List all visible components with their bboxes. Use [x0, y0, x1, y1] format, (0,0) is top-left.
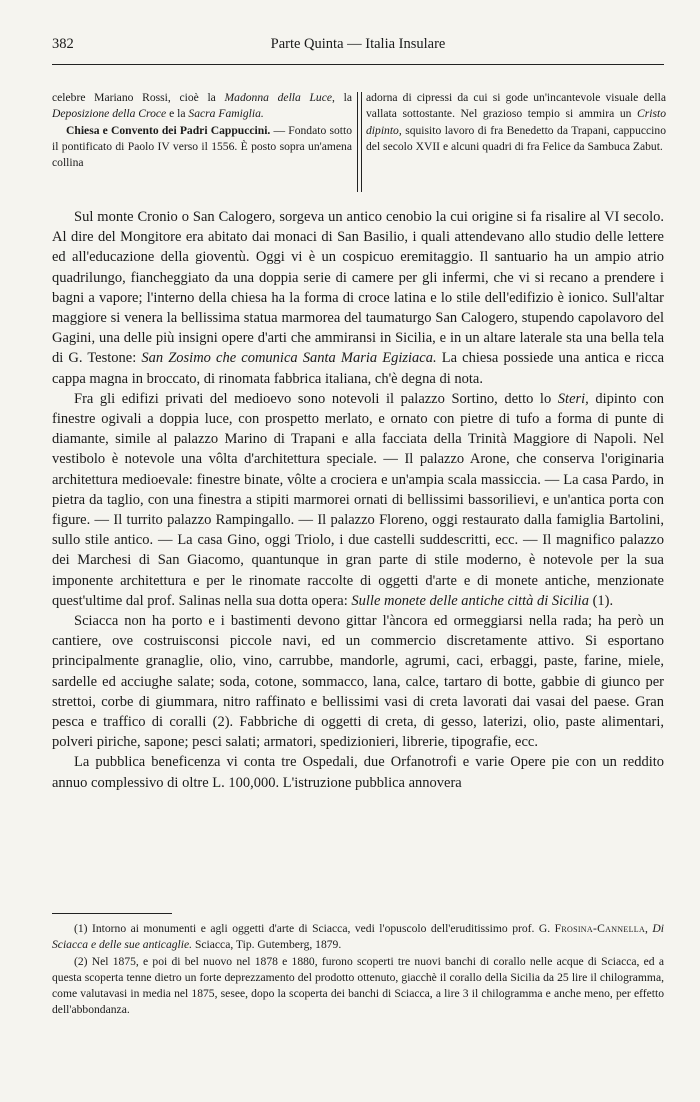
main-text [52, 207, 664, 793]
paragraph-beneficenza: La pubblica beneficenza vi conta tre Ospedali, due Orfanotrofi e varie Opere pie con un reddito annuo complessivo di oltre L. 100,000. L'istruzione pubblica annovera [52, 754, 664, 791]
footnote-1: (1) Intorno ai monumenti e agli oggetti d'arte di Sciacca, vedi l'opuscolo dell'eruditissimo prof. G. Frosina-Cannella, Di Sciacca e delle sue anticaglie. Sciacca, Tip. Gutemberg, 1879. [52, 922, 664, 952]
header-rule [52, 64, 664, 65]
paragraph-commercio: Sciacca non ha porto e i bastimenti devono gittar l'àncora ed ormeggiarsi nella rada; ha però un cantiere, ove costruisconsi piccole navi, ed un commercio discretamente attivo. Si esportano principalmente granaglie, olio, vino, carrubbe, mandorle, agrumi, caci, erbaggi, paste, farine, miele, sardelle ed acciughe salate; soda, cotone, sommacco, lana, calce, tartaro di botte, gabbie di giunco per strettoi, corbe di giummara, nitro raffinato e bellissimi vasi di creta lavorati dai vasai del paese. Gran pesca e traffico di coralli (2). Fabbriche di oggetti di creta, di gesso, laterizi, olio, paste alimentari, polveri piriche, sapone; pesci salati; armatori, spedizionieri, librerie, tipografie, ecc. [52, 613, 664, 751]
footnotes [52, 921, 664, 1019]
running-header [52, 36, 664, 56]
section-heading-cappuccini: Chiesa e Convento dei Padri Cappuccini. [66, 123, 271, 137]
footnote-2: (2) Nel 1875, e poi di bel nuovo nel 1878 e 1880, furono scoperti tre nuovi banchi di corallo nelle acque di Sciacca, ed a questa scoperta tenne dietro un forte deprezzamento del prodotto ottenuto, giacchè il corallo della Sicilia da 25 lire il chilogramma, come valutavasi in media nel 1875, sesee, dopo la scoperta dei banchi di Sciacca, a lire 3 il chilogramma e anche meno, per effetto dell'abbondanza. [52, 954, 664, 1017]
footnote-rule [52, 913, 172, 914]
left-column [52, 90, 352, 171]
left-column-paragraph-1: celebre Mariano Rossi, cioè la Madonna della Luce, la Deposizione della Croce e la Sacra Famiglia. [52, 91, 352, 121]
two-column-section [52, 90, 664, 200]
running-title: Parte Quinta — Italia Insulare [270, 36, 446, 52]
right-column [366, 90, 666, 155]
page-number: 382 [52, 36, 74, 52]
left-column-paragraph-2: Chiesa e Convento dei Padri Cappuccini. — Fondato sotto il pontificato di Paolo IV verso il 1556. È posto sopra un'amena collina [52, 123, 352, 170]
paragraph-monte-cronio: Sul monte Cronio o San Calogero, sorgeva un antico cenobio la cui origine si fa risalire al VI secolo. Al dire del Mongitore era abitato dai monaci di San Basilio, i quali attendevano allo studio delle lettere ed all'educazione della gioventù. Oggi vi è un cospicuo eremitaggio. Il santuario ha un ampio atrio quadrilungo, fiancheggiato da una doppia serie di camere per gli infermi, che vi si recano a prendere i bagni a vapore; l'interno della chiesa ha la forma di croce latina e lo stile dell'edifizio è ionico. Sull'altar maggiore si venera la bellissima statua marmorea del taumaturgo San Calogero, stupendo capolavoro del Gagini, una delle più insigni opere d'arti che ammiransi in Sicilia, e in un altare laterale sta una bella tela di G. Testone: San Zosimo che comunica Santa Maria Egiziaca. La chiesa possiede una antica e ricca cappa magna in broccato, di rinomata fabbrica italiana, ch'è degna di nota. [52, 209, 664, 387]
column-separator [357, 92, 362, 192]
paragraph-edifizi-privati: Fra gli edifizi privati del medioevo sono notevoli il palazzo Sortino, detto lo Steri, dipinto con finestre ogivali a doppia luce, con prospetto merlato, e ornato con pietre di tufo a forma di punte di diamante, simile al palazzo Marino di Trapani e alla facciata della Trinità Maggiore di Napoli. Nel vestibolo è notevole una vôlta d'architettura speciale. — Il palazzo Arone, che conserva l'originaria architettura medioevale: finestre binate, vôlte a crociera e un'ampia scala massiccia. — La casa Pardo, in pietra da taglio, con una finestra a stipiti marmorei ornati di bellissimi bassorilievi, e un'antica porta con figure. — Il turrito palazzo Rampingallo. — Il palazzo Floreno, oggi restaurato dalla famiglia Bartolini, sullo stile antico. — La casa Gino, oggi Triolo, i due castelli suddescritti, ecc. — Il magnifico palazzo dei Marchesi di San Giacomo, quantunque in gran parte di stile moderno, è notevole per la sua imponente architettura e per le rinomate raccolte di oggetti d'arte e di monete antiche, menzionate quest'ultime dal prof. Salinas nella sua dotta opera: Sulle monete delle antiche città di Sicilia (1). [52, 390, 664, 609]
right-column-paragraph: adorna di cipressi da cui si gode un'incantevole visuale della vallata sottostante. Nel grazioso tempio si ammira un Cristo dipinto, squisito lavoro di fra Benedetto da Trapani, cappuccino del secolo XVII e alcuni quadri di fra Felice da Sambuca Zabut. [366, 91, 666, 153]
